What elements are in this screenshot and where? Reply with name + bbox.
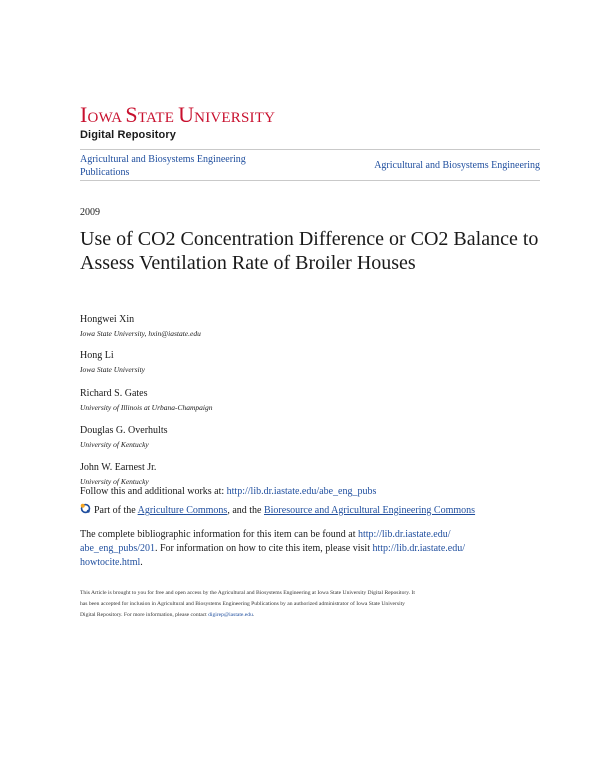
collection-link-department[interactable]: Agricultural and Biosystems Engineering xyxy=(374,160,540,171)
author-name: Douglas G. Overhults xyxy=(80,425,168,436)
author-affiliation: Iowa State University xyxy=(80,365,145,374)
collection-bar xyxy=(80,149,540,181)
author-affiliation: University of Kentucky xyxy=(80,477,149,486)
cite-text-2: . For information on how to cite this item, please visit xyxy=(155,543,373,554)
article-title: Use of CO2 Concentration Difference or CO2 Balance to Assess Ventilation Rate of Broiler Houses xyxy=(80,228,539,274)
contact-email-link[interactable]: digirep@iastate.edu xyxy=(208,612,253,618)
author-entry xyxy=(80,388,540,413)
author-affiliation: University of Illinois at Urbana-Champaign xyxy=(80,403,213,412)
cite-end: . xyxy=(140,557,143,568)
footer-line-3-text: Digital Repository. For more information, please contact xyxy=(80,612,209,618)
footer-line-3-end: . xyxy=(252,612,255,618)
author-name: Hong Li xyxy=(80,350,114,361)
howtocite-link-part1[interactable]: http://lib.dr.iastate.edu/ xyxy=(372,543,465,554)
author-entry xyxy=(80,462,540,487)
part-of-line xyxy=(80,503,475,516)
author-entry xyxy=(80,314,540,339)
item-link-part1[interactable]: http://lib.dr.iastate.edu/ xyxy=(357,529,451,540)
footer-line-1: This Article is brought to you for free and open access by the Agricultural and Biosystems Engineering at Iowa State University Digital Repository. It xyxy=(80,590,415,596)
collection-left-line2: Publications xyxy=(80,167,130,178)
author-entry xyxy=(80,425,540,450)
item-link-part2[interactable]: abe_eng_pubs/201 xyxy=(80,543,155,554)
agriculture-commons-link[interactable]: Agriculture Commons xyxy=(137,505,228,516)
howtocite-link-part2[interactable]: howtocite.html xyxy=(80,557,141,568)
author-affiliation: Iowa State University, hxin@iastate.edu xyxy=(80,329,201,338)
partof-middle: , and the xyxy=(227,505,264,516)
isu-logo[interactable] xyxy=(80,102,276,141)
logo-subtitle: Digital Repository xyxy=(80,129,176,141)
collection-left-line1: Agricultural and Biosystems Engineering xyxy=(80,154,246,165)
network-icon xyxy=(80,503,91,514)
follow-text: Follow this and additional works at: xyxy=(80,486,227,497)
footer-line-3 xyxy=(80,610,520,621)
bioresource-commons-link[interactable]: Bioresource and Agricultural Engineering Commons xyxy=(263,505,476,516)
follow-link[interactable]: http://lib.dr.iastate.edu/abe_eng_pubs xyxy=(226,486,377,497)
cite-text-1: The complete bibliographic information for this item can be found at xyxy=(80,529,358,540)
author-affiliation: University of Kentucky xyxy=(80,440,149,449)
follow-line xyxy=(80,486,376,497)
footer-note xyxy=(80,588,520,621)
publication-year: 2009 xyxy=(80,207,100,218)
footer-line-2: has been accepted for inclusion in Agricultural and Biosystems Engineering Publications by an authorized administrator of Iowa State University xyxy=(80,601,405,607)
citation-info xyxy=(80,528,540,570)
logo-wordmark: IOWA STATE UNIVERSITY xyxy=(80,102,276,127)
author-name: Richard S. Gates xyxy=(80,388,148,399)
collection-link-publications[interactable] xyxy=(80,153,290,179)
partof-prefix: Part of the xyxy=(94,505,138,516)
author-name: John W. Earnest Jr. xyxy=(80,462,157,473)
author-entry xyxy=(80,350,540,375)
author-name: Hongwei Xin xyxy=(80,314,135,325)
